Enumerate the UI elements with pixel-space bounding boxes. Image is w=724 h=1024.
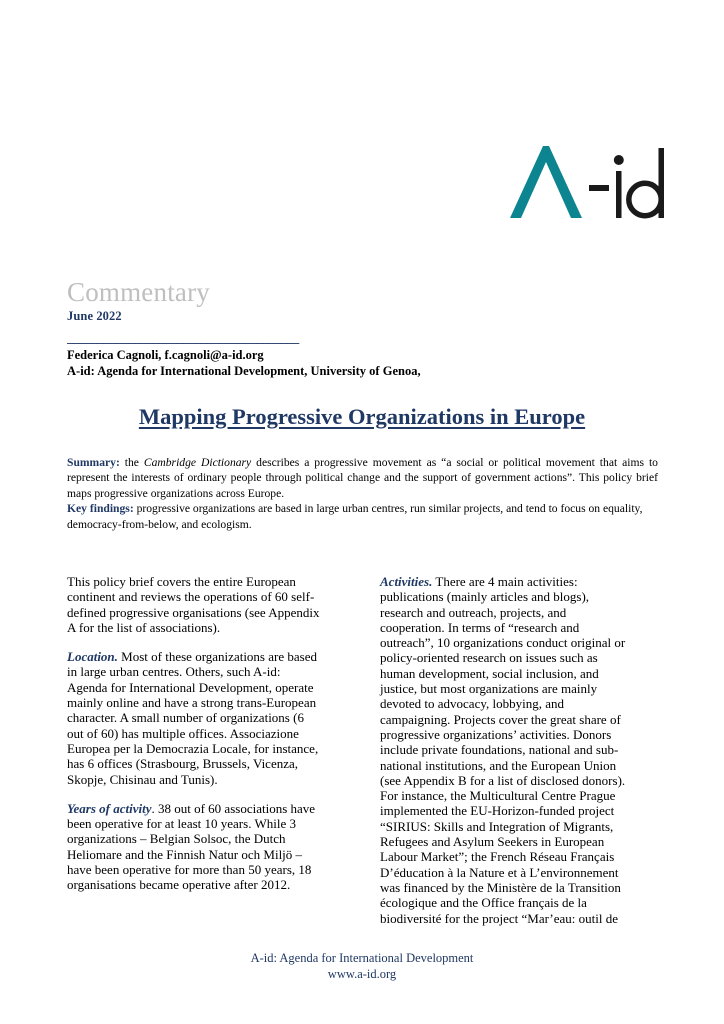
cambridge-dictionary-citation: Cambridge Dictionary [143, 456, 252, 469]
masthead-divider: ______________________________________ [67, 331, 299, 344]
body-columns [67, 574, 658, 924]
footer-organization: A-id: Agenda for International Development [250, 951, 474, 965]
chevron-a-icon [510, 146, 582, 218]
page-footer [0, 950, 724, 982]
paragraph-location [67, 649, 320, 787]
letter-d-bowl [629, 183, 661, 215]
key-findings-paragraph [67, 501, 658, 532]
issue-date: June 2022 [67, 309, 122, 323]
paragraph-text: This policy brief covers the entire European continent and reviews the operations of 60 self-defined progressive organisations (see Appendix A for the list of associations). [67, 574, 320, 635]
left-column [67, 574, 320, 893]
key-findings-label: Key findings: [67, 502, 134, 516]
paragraph-activities [380, 574, 633, 926]
letter-i-dot [614, 155, 624, 165]
summary-text-b: describes a progressive movement as “a social or political movement that aims to represent the interests of ordinary people through political change and the support of government actions”. This policy brief maps progressive organizations across Europe. [67, 456, 658, 500]
right-column [380, 574, 633, 926]
paragraph-text: There are 4 main activities: publications (mainly articles and blogs), research and outreach, projects, and cooperation. In terms of “research and outreach”, 10 organizations conduct original or policy-oriented research on issues such as human development, social inclusion, and justice, but most organizations are mainly devoted to advocacy, lobbying, and campaigning. Projects cover the great share of progressive organizations’ activities. Donors include private foundations, national and sub-national institutions, and the European Union (see Appendix B for a list of disclosed donors). For instance, the Multicultural Centre Prague implemented the EU-Horizon-funded project “SIRIUS: Skills and Integration of Migrants, Refugees and Asylum Seekers in European Labour Market”; the French Réseau Français D’éducation à la Nature et à L’environnement was financed by the Ministère de la Transition écologique and the Office français de la biodiversité for the project “Mar’eau: outil de [380, 574, 626, 926]
footer-website[interactable]: www.a-id.org [327, 967, 397, 981]
abstract-block [67, 455, 658, 532]
page-title: Mapping Progressive Organizations in Europe [138, 404, 586, 429]
paragraph-years-of-activity [67, 801, 320, 893]
a-id-logo-icon [505, 138, 665, 228]
letter-i-stem [616, 171, 622, 218]
paragraph-intro [67, 574, 320, 635]
masthead [67, 277, 662, 379]
author-name: Federica Cagnoli, f.cagnoli@a-id.org [67, 348, 264, 362]
paragraph-text: . 38 out of 60 associations have been operative for at least 10 years. While 3 organizations – Belgian Solsoc, the Dutch Heliomare and the Finnish Natur och Miljö – have been operative for more than 50 years, 18 organisations became operative after 2012. [67, 800, 316, 893]
a-id-logo [505, 138, 665, 228]
run-in-heading-activities: Activities. [380, 574, 433, 589]
paragraph-text: Most of these organizations are based in large urban centres. Others, such A-id: Agenda for International Development, operate mainly online and have a strong trans-European character. A small number of organizations (6 out of 60) has multiple offices. Associazione Europea per la Democrazia Locale, for instance, has 6 offices (Strasbourg, Brussels, Vicenza, Skopje, Chisinau and Tunis). [67, 649, 319, 787]
author-affiliation: A-id: Agenda for International Development, University of Genoa, [67, 363, 421, 378]
run-in-heading-years-of-activity: Years of activity [67, 800, 152, 816]
run-in-heading-location: Location. [67, 649, 118, 665]
key-findings-text: progressive organizations are based in large urban centres, run similar projects, and tend to focus on equality, democracy-from-below, and ecologism. [67, 502, 643, 531]
summary-paragraph [67, 455, 658, 501]
series-label: Commentary [67, 277, 210, 307]
summary-text-a: the [119, 456, 144, 469]
hyphen-glyph [589, 185, 609, 191]
summary-label: Summary: [67, 456, 120, 469]
letter-d-stem [659, 148, 665, 218]
